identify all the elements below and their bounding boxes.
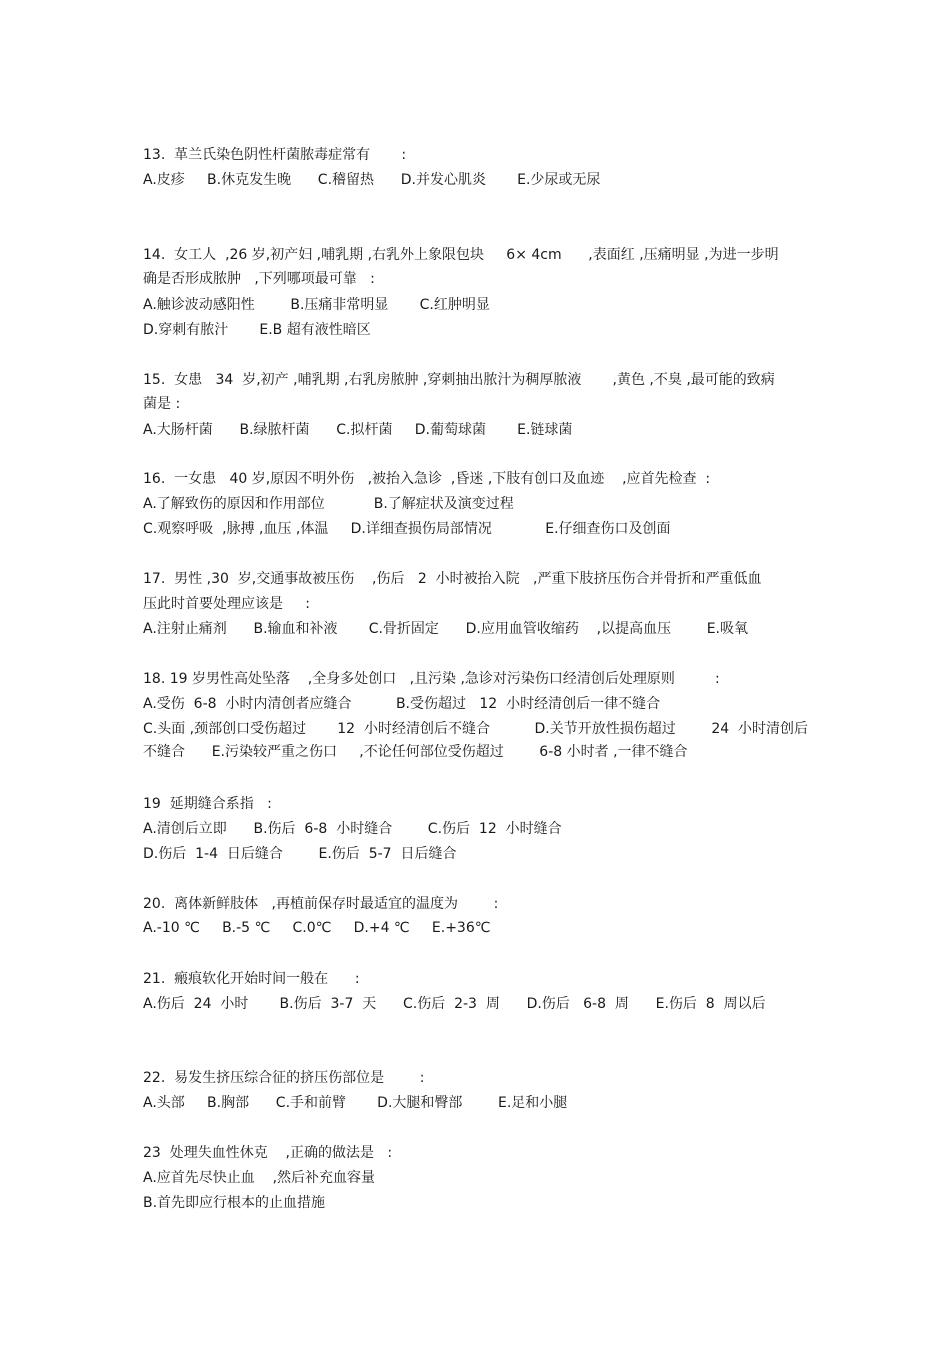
question-23-options: A.应首先尽快止血 ,然后补充血容量 — [143, 1170, 376, 1186]
question-14-options-cont: D.穿刺有脓汁 E.B 超有液性暗区 — [143, 322, 371, 338]
question-17-stem: 17. 男性 ,30 岁,交通事故被压伤 ,伤后 2 小时被抬入院 ,严重下肢挤压伤合并骨折和严重低血 — [143, 571, 762, 587]
question-18-stem: 18. 19 岁男性高处坠落 ,全身多处创口 ,且污染 ,急诊对污染伤口经清创后处理原则 : — [143, 671, 720, 687]
question-13-stem: 13. 革兰氏染色阴性杆菌脓毒症常有 : — [143, 147, 407, 163]
question-21-stem: 21. 瘢痕软化开始时间一般在 : — [143, 971, 360, 987]
question-17-stem-cont: 压此时首要处理应该是 : — [143, 596, 310, 612]
question-21-options: A.伤后 24 小时 B.伤后 3-7 天 C.伤后 2-3 周 D.伤后 6-8 周 E.伤后 8 周以后 — [143, 996, 766, 1012]
question-15-stem-cont: 菌是 : — [143, 396, 181, 412]
question-14-options: A.触诊波动感阳性 B.压痛非常明显 C.红肿明显 — [143, 297, 490, 313]
question-23-stem: 23 处理失血性休克 ,正确的做法是 : — [143, 1145, 393, 1161]
question-14-stem: 14. 女工人 ,26 岁,初产妇 ,哺乳期 ,右乳外上象限包块 6× 4cm ,表面红 ,压痛明显 ,为进一步明 — [143, 247, 779, 263]
question-17-options: A.注射止痛剂 B.输血和补液 C.骨折固定 D.应用血管收缩药 ,以提高血压 E.吸氧 — [143, 621, 748, 637]
question-23-options-cont: B.首先即应行根本的止血措施 — [143, 1195, 326, 1211]
question-19-stem: 19 延期缝合系指 : — [143, 796, 272, 812]
question-16-options-cont: C.观察呼吸 ,脉搏 ,血压 ,体温 D.详细查损伤局部情况 E.仔细查伤口及创面 — [143, 521, 671, 537]
question-19-options: A.清创后立即 B.伤后 6-8 小时缝合 C.伤后 12 小时缝合 — [143, 821, 562, 837]
question-15-options: A.大肠杆菌 B.绿脓杆菌 C.拟杆菌 D.葡萄球菌 E.链球菌 — [143, 422, 573, 438]
question-15-stem: 15. 女患 34 岁,初产 ,哺乳期 ,右乳房脓肿 ,穿刺抽出脓汁为稠厚脓液 ,黄色 ,不臭 ,最可能的致病 — [143, 372, 775, 388]
question-16-stem: 16. 一女患 40 岁,原因不明外伤 ,被抬入急诊 ,昏迷 ,下肢有创口及血迹 ,应首先检查 : — [143, 471, 711, 487]
question-18-options-cont2: 不缝合 E.污染较严重之伤口 ,不论任何部位受伤超过 6-8 小时者 ,一律不缝合 — [143, 744, 688, 760]
question-19-options-cont: D.伤后 1-4 日后缝合 E.伤后 5-7 日后缝合 — [143, 846, 457, 862]
question-20-stem: 20. 离体新鲜肢体 ,再植前保存时最适宜的温度为 : — [143, 896, 499, 912]
question-22-options: A.头部 B.胸部 C.手和前臂 D.大腿和臀部 E.足和小腿 — [143, 1095, 568, 1111]
question-22-stem: 22. 易发生挤压综合征的挤压伤部位是 : — [143, 1070, 425, 1086]
question-13-options: A.皮疹 B.休克发生晚 C.稽留热 D.并发心肌炎 E.少尿或无尿 — [143, 172, 601, 188]
question-20-options: A.-10 ℃ B.-5 ℃ C.0℃ D.+4 ℃ E.+36℃ — [143, 920, 491, 936]
question-18-options: A.受伤 6-8 小时内清创者应缝合 B.受伤超过 12 小时经清创后一律不缝合 — [143, 696, 661, 712]
question-18-options-cont: C.头面 ,颈部创口受伤超过 12 小时经清创后不缝合 D.关节开放性损伤超过 24 小时清创后 — [143, 721, 809, 737]
question-14-stem-cont: 确是否形成脓肿 ,下列哪项最可靠 : — [143, 271, 375, 287]
question-16-options: A.了解致伤的原因和作用部位 B.了解症状及演变过程 — [143, 496, 514, 512]
